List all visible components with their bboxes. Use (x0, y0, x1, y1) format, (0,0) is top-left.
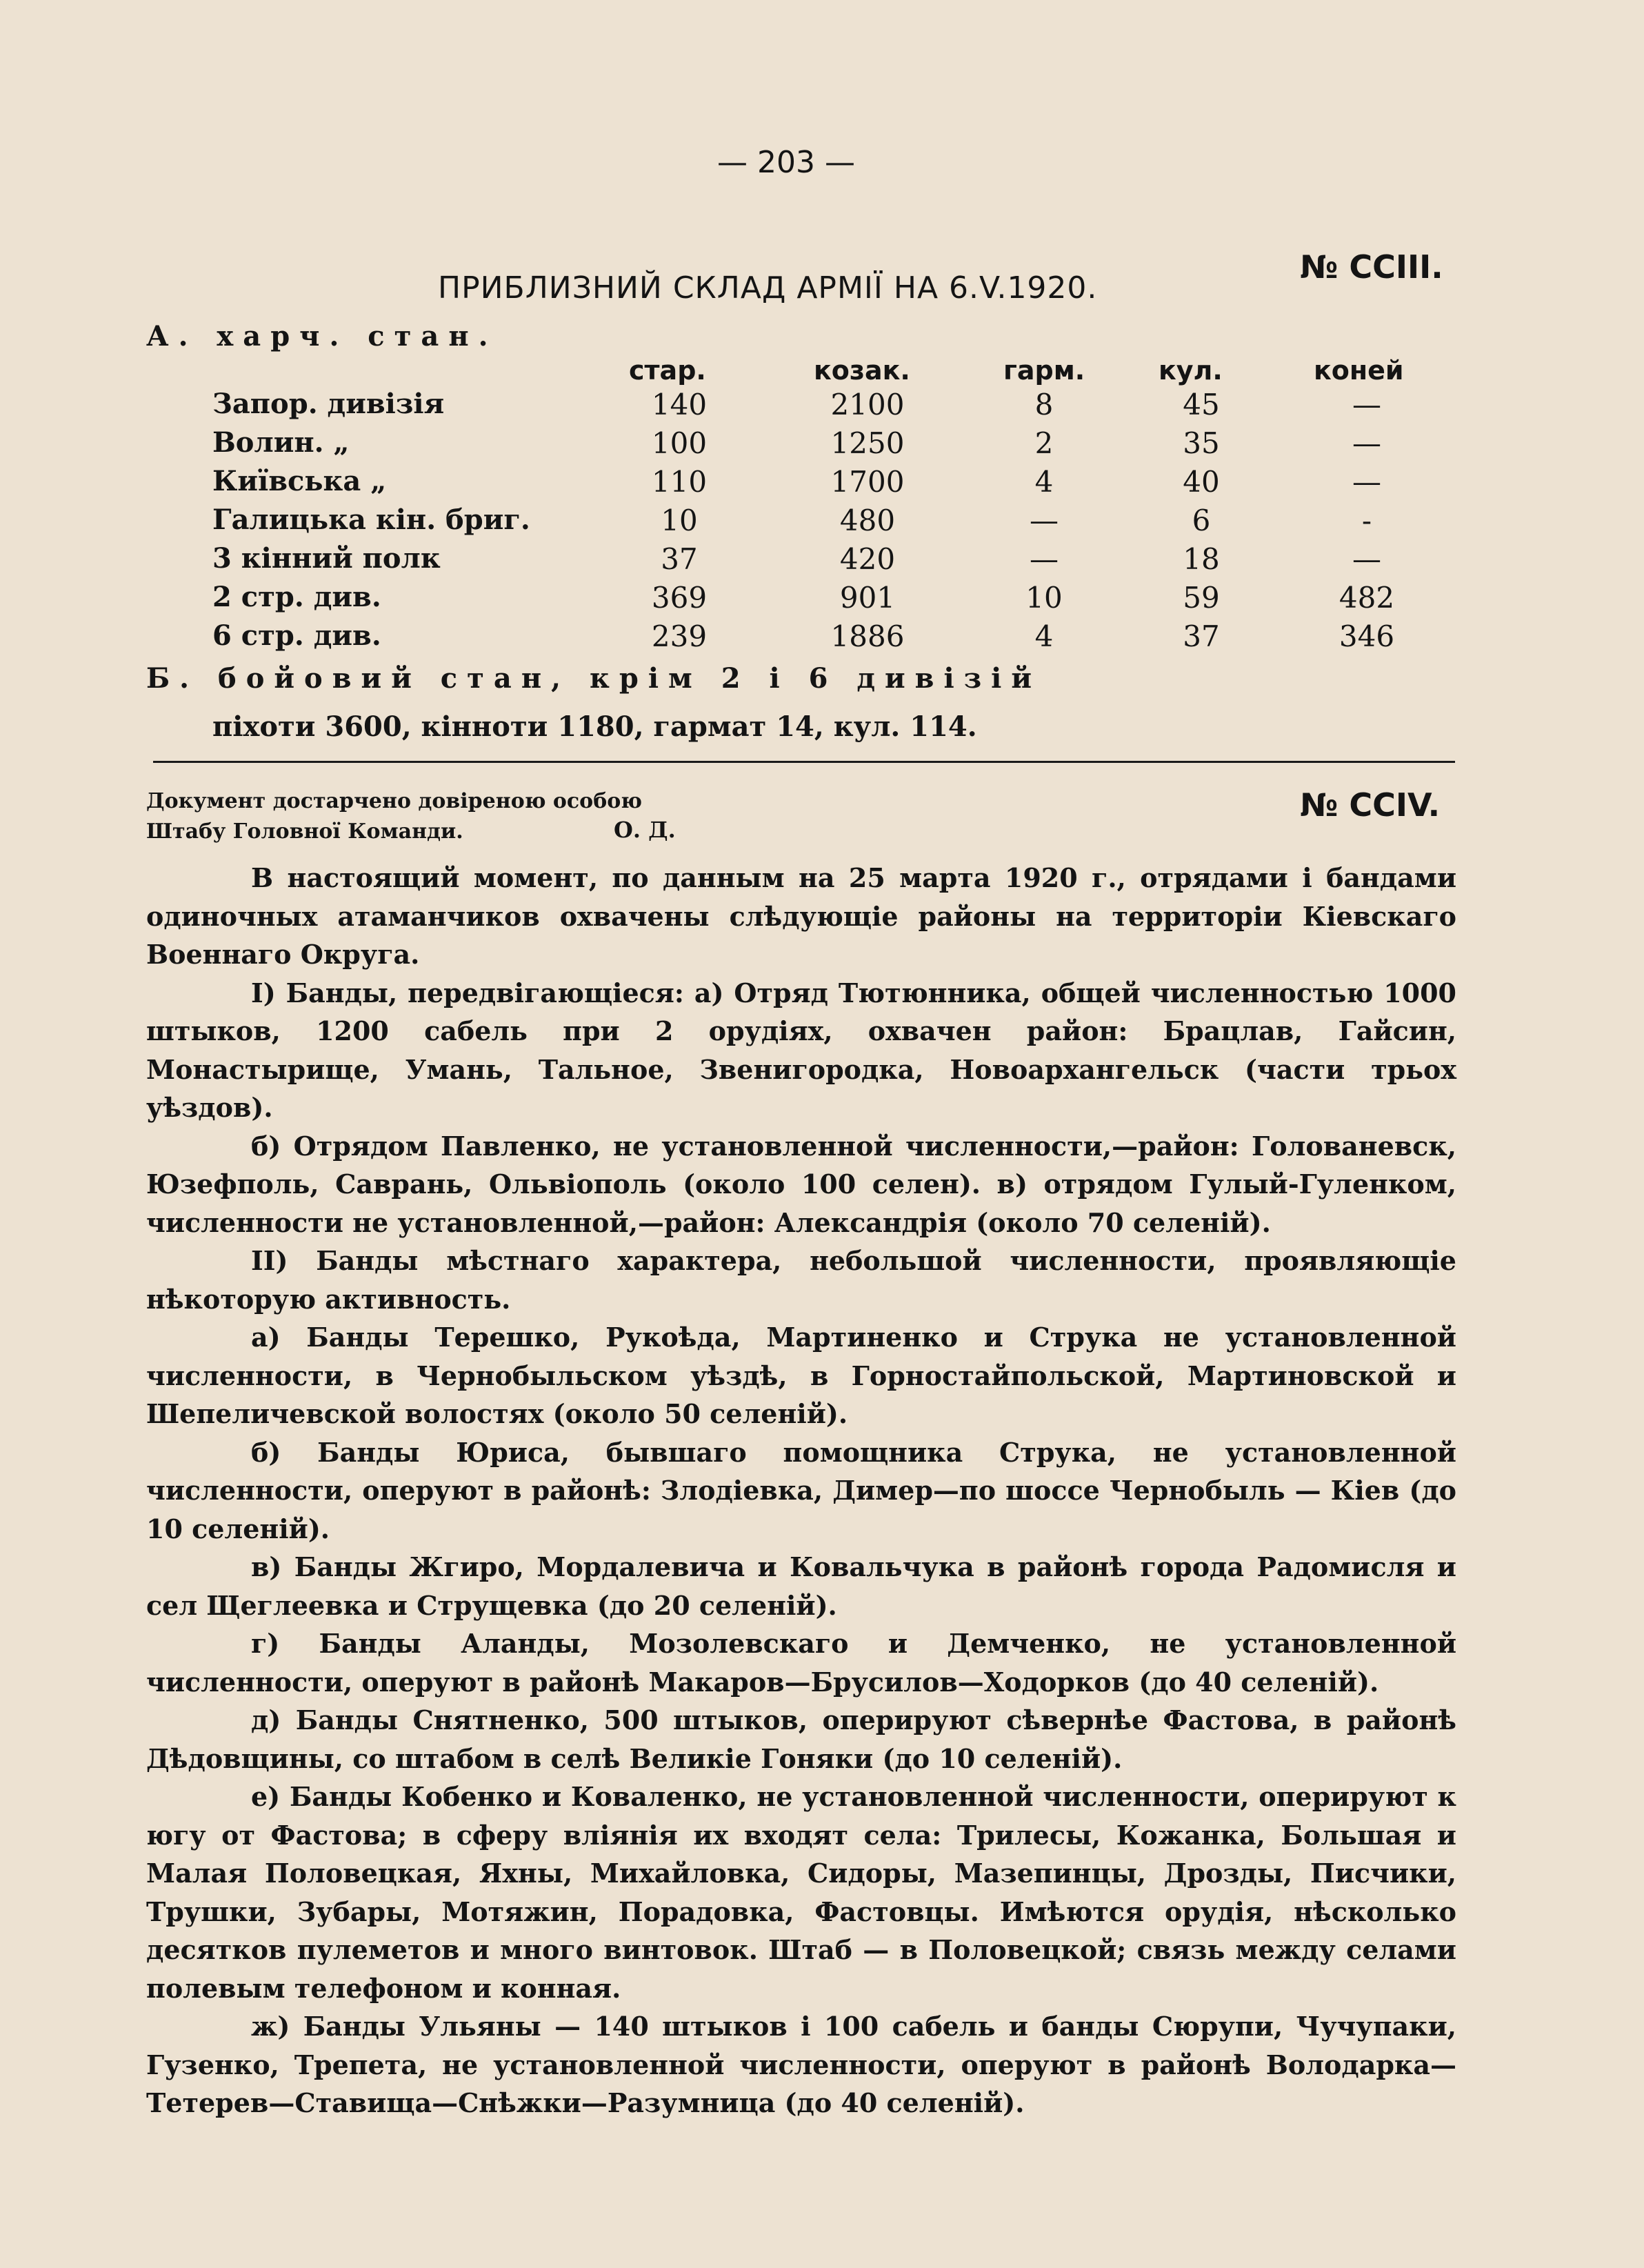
table-cell: 482 (1339, 581, 1395, 615)
table-cell: 901 (839, 581, 896, 615)
table-cell: — (1352, 465, 1381, 499)
column-header: гарм. (1003, 355, 1085, 386)
table-cell: 420 (839, 542, 896, 576)
paragraph: е) Банды Кобенко и Коваленко, не установленной численности, оперируют к югу от Фастова; в сферу вліянія их входят села: Трилесы, Кожанка, Большая и Малая Половецкая, Яхны, Михайловка, Сидоры, Мазепинцы, Дрозды, Писчики, Трушки, Зубары, Мотяжин, Порадовка, Фастовцы. Имѣются орудія, нѣсколько десятков пулеметов и много винтовок. Штаб — в Половецкой; связь между селами полевым телефоном и конная. (146, 1781, 1456, 2004)
section-b-heading: Б. бойовий стан, крім 2 і 6 дивізій (146, 662, 1042, 695)
table-cell: 239 (651, 619, 708, 653)
paragraph: а) Банды Терешко, Рукоѣда, Мартиненко и Струка не установленной численности, в Чернобыльском уѣздѣ, в Горностайпольской, Мартиновской и Шепеличевской волостях (около 50 селеній). (146, 1322, 1456, 1429)
paragraph: В настоящий момент, по данным на 25 марта 1920 г., отрядами і бандами одиночных атаманчиков охвачены слѣдующіе районы на территоріи Кіевскаго Военнаго Округа. (146, 862, 1456, 970)
table-cell: 40 (1183, 465, 1220, 499)
provenance-line: Документ достарчено довіреною особою (146, 789, 642, 813)
table-cell: — (1352, 542, 1381, 576)
table-cell: 110 (651, 465, 708, 499)
table-cell: 346 (1339, 619, 1395, 653)
row-label: Волин. „ (212, 426, 350, 459)
paragraph: б) Банды Юриса, бывшаго помощника Струка, не установленной численности, оперуют в районѣ: Злодіевка, Димер—по шоссе Чернобыль — Кіев (до 10 селеній). (146, 1436, 1456, 1544)
table-cell: — (1352, 388, 1381, 421)
table-cell: 59 (1183, 581, 1220, 615)
table-cell: 100 (651, 426, 708, 460)
table-cell: — (1030, 504, 1059, 537)
table-cell: 10 (1025, 581, 1063, 615)
table-cell: 35 (1183, 426, 1220, 460)
table-cell: 10 (661, 504, 698, 537)
table-cell: 4 (1034, 465, 1054, 499)
body-text (146, 859, 1456, 2122)
table-cell: — (1352, 426, 1381, 460)
table-cell: 4 (1034, 619, 1054, 653)
row-label: 2 стр. див. (212, 581, 381, 613)
table-cell: 45 (1183, 388, 1220, 421)
paragraph: д) Банды Снятненко, 500 штыков, оперируют сѣвернѣе Фастова, в районѣ Дѣдовщины, со штабом в селѣ Великіе Гоняки (до 10 селеній). (146, 1704, 1456, 1774)
paragraph: б) Отрядом Павленко, не установленной численности,—район: Голованевск, Юзефполь, Саврань, Ольвіополь (около 100 селен). в) отрядом Гулый-Гуленком, численности не установленной,—район: Александрія (около 70 селеній). (146, 1130, 1456, 1238)
paragraph: ж) Банды Ульяны — 140 штыков і 100 сабель и банды Сюрупи, Чучупаки, Гузенко, Трепета, не установленной численности, оперуют в районѣ Володарка—Тетерев—Ставища—Снѣжки—Разумница (до 40 селеній). (146, 2011, 1456, 2118)
table-cell: 369 (651, 581, 708, 615)
document-title: ПРИБЛИЗНИЙ СКЛАД АРМІЇ НА 6.V.1920. (438, 270, 1098, 306)
table-cell: 480 (839, 504, 896, 537)
paragraph: г) Банды Аланды, Мозолевскаго и Демченко, не установленной численности, оперуют в районѣ Макаров—Брусилов—Ходорков (до 40 селеній). (146, 1628, 1456, 1698)
column-header: козак. (814, 355, 910, 386)
table-cell: 2 (1034, 426, 1054, 460)
paragraph: II) Банды мѣстнаго характера, небольшой численности, проявляющіе нѣкоторую активность. (146, 1245, 1456, 1315)
table-cell: 37 (1183, 619, 1220, 653)
table-cell: — (1030, 542, 1059, 576)
document-number: № CCIII. (1300, 248, 1443, 286)
table-cell: 18 (1183, 542, 1220, 576)
table-cell: 37 (661, 542, 698, 576)
table-cell: - (1361, 504, 1372, 537)
paragraph: в) Банды Жгиро, Мордалевича и Ковальчука в районѣ города Радомисля и сел Щеглеевка и Струщевка (до 20 селеній). (146, 1551, 1456, 1621)
row-label: 6 стр. див. (212, 619, 381, 652)
table-cell: 2100 (830, 388, 905, 421)
section-a-heading: А. харч. стан. (146, 320, 498, 352)
table-cell: 1700 (830, 465, 905, 499)
table-cell: 6 (1192, 504, 1211, 537)
paragraph: I) Банды, передвігающіеся: а) Отряд Тютюнника, общей численностью 1000 штыков, 1200 сабель при 2 орудіях, охвачен район: Брацлав, Гайсин, Монастырище, Умань, Тальное, Звенигородка, Новоархангельск (части трьох уѣздов). (146, 977, 1456, 1123)
provenance-note (146, 786, 642, 847)
row-label: Галицька кін. бриг. (212, 504, 530, 536)
page-number: — 203 — (717, 145, 855, 180)
section-b-totals: піхоти 3600, кінноти 1180, гармат 14, кул. 114. (212, 710, 977, 743)
row-label: Київська „ (212, 465, 387, 497)
table-cell: 1250 (830, 426, 905, 460)
column-header: коней (1314, 355, 1404, 386)
divider-rule (153, 761, 1455, 763)
column-header: кул. (1159, 355, 1223, 386)
table-cell: 8 (1034, 388, 1054, 421)
provenance-line: Штабу Головної Команди. (146, 819, 463, 844)
table-cell: 140 (651, 388, 708, 421)
table-cell: 1886 (830, 619, 905, 653)
row-label: 3 кінний полк (212, 542, 441, 575)
document-number: № CCIV. (1300, 786, 1441, 824)
row-label: Запор. дивізія (212, 388, 445, 420)
column-header: стар. (629, 355, 706, 386)
provenance-signature: О. Д. (614, 817, 676, 843)
